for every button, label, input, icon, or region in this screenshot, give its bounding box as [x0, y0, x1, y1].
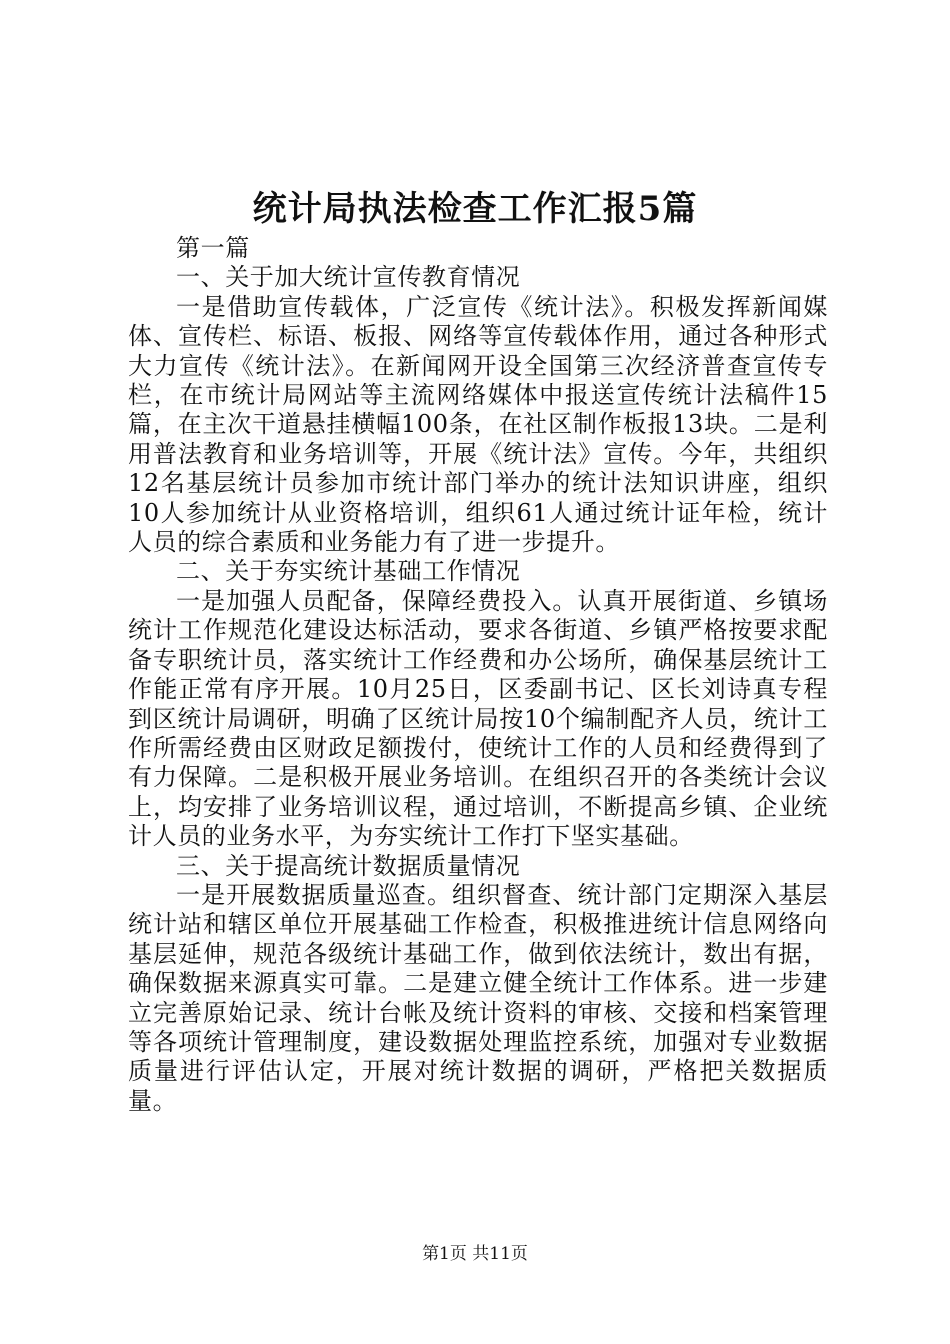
section-heading-3: 三、关于提高统计数据质量情况: [176, 851, 521, 880]
body-paragraph-2: 一是加强人员配备，保障经费投入。认真开展街道、乡镇场统计工作规范化建设达标活动，要求各街道、乡镇严格按要求配备专职统计员，落实统计工作经费和办公场所，确保基层统计工作能正常有序开展。10月25日，区委副书记、区长刘诗真专程到区统计局调研，明确了区统计局按10个编制配齐人员，统计工作所需经费由区财政足额拨付，使统计工作的人员和经费得到了有力保障。二是积极开展业务培训。在组织召开的各类统计会议上，均安排了业务培训议程，通过培训，不断提高乡镇、企业统计人员的业务水平，为夯实统计工作打下坚实基础。: [128, 586, 828, 851]
section-heading-2: 二、关于夯实统计基础工作情况: [176, 557, 521, 586]
body-paragraph-1: 一是借助宣传载体，广泛宣传《统计法》。积极发挥新闻媒体、宣传栏、标语、板报、网络等宣传载体作用，通过各种形式大力宣传《统计法》。在新闻网开设全国第三次经济普查宣传专栏，在市统计局网站等主流网络媒体中报送宣传统计法稿件15篇，在主次干道悬挂横幅100条，在社区制作板报13块。二是利用普法教育和业务培训等，开展《统计法》宣传。今年，共组织12名基层统计员参加市统计部门举办的统计法知识讲座，组织10人参加统计从业资格培训，组织61人通过统计证年检，统计人员的综合素质和业务能力有了进一步提升。: [128, 292, 828, 557]
body-paragraph-3: 一是开展数据质量巡查。组织督查、统计部门定期深入基层统计站和辖区单位开展基础工作检查，积极推进统计信息网络向基层延伸，规范各级统计基础工作，做到依法统计，数出有据，确保数据来源真实可靠。二是建立健全统计工作体系。进一步建立完善原始记录、统计台帐及统计资料的审核、交接和档案管理等各项统计管理制度，建设数据处理监控系统，加强对专业数据质量进行评估认定，开展对统计数据的调研，严格把关数据质量。: [128, 880, 828, 1115]
document-title: 统计局执法检查工作汇报5篇: [252, 189, 698, 229]
document-body: [128, 234, 828, 1116]
page-footer: 第1页 共11页: [422, 1244, 528, 1264]
section-heading-1: 一、关于加大统计宣传教育情况: [176, 263, 521, 292]
section-label: 第一篇: [176, 234, 250, 262]
